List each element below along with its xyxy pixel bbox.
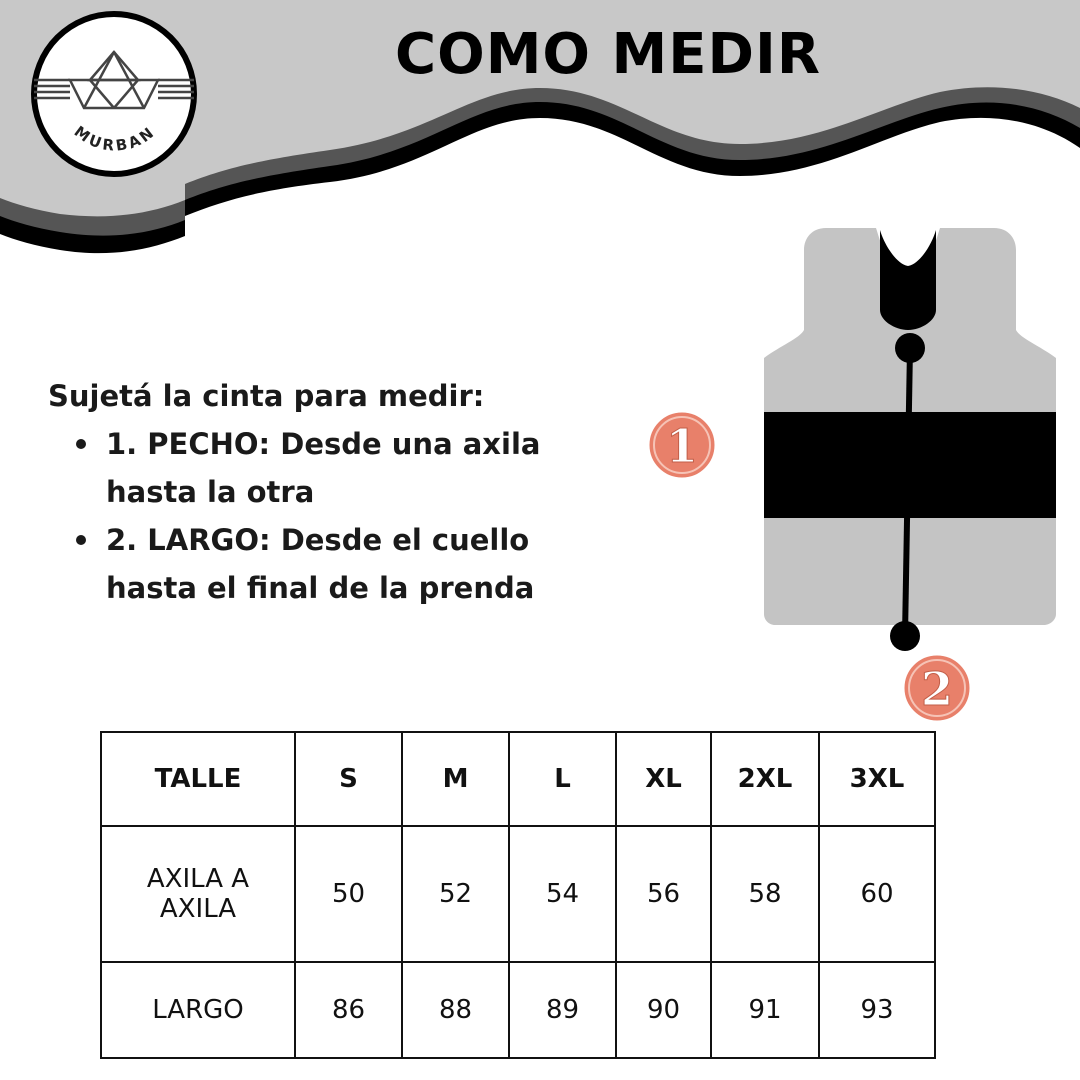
instruction-item-label: 2. LARGO: Desde el cuello hasta el final de la prenda bbox=[106, 523, 535, 605]
length-badge-number: 2 bbox=[920, 662, 954, 716]
size-column-header: 3XL bbox=[819, 732, 935, 826]
murban-logo bbox=[28, 8, 200, 180]
instruction-item-length bbox=[106, 516, 608, 612]
size-table bbox=[100, 731, 936, 1059]
table-cell: 50 bbox=[295, 826, 402, 962]
table-cell: 89 bbox=[509, 962, 616, 1058]
table-cell: 52 bbox=[402, 826, 509, 962]
size-header-row bbox=[101, 732, 935, 826]
table-cell: 54 bbox=[509, 826, 616, 962]
instructions-list bbox=[48, 420, 608, 612]
row-label: AXILA A AXILA bbox=[101, 826, 295, 962]
length-badge bbox=[903, 654, 971, 722]
bullet-icon bbox=[76, 535, 86, 545]
size-column-header: 2XL bbox=[711, 732, 819, 826]
row-label: LARGO bbox=[101, 962, 295, 1058]
table-cell: 56 bbox=[616, 826, 711, 962]
table-cell: 60 bbox=[819, 826, 935, 962]
instructions-intro: Sujetá la cinta para medir: bbox=[48, 379, 485, 413]
table-cell: 58 bbox=[711, 826, 819, 962]
table-row bbox=[101, 962, 935, 1058]
table-cell: 86 bbox=[295, 962, 402, 1058]
measuring-instructions bbox=[48, 372, 608, 612]
chest-badge bbox=[648, 411, 716, 479]
instruction-item-label: 1. PECHO: Desde una axila hasta la otra bbox=[106, 427, 541, 509]
table-row bbox=[101, 826, 935, 962]
size-column-header: L bbox=[509, 732, 616, 826]
size-header-label: TALLE bbox=[101, 732, 295, 826]
length-start-dot bbox=[895, 333, 925, 363]
length-end-dot bbox=[890, 621, 920, 651]
bullet-icon bbox=[76, 439, 86, 449]
size-column-header: M bbox=[402, 732, 509, 826]
table-cell: 90 bbox=[616, 962, 711, 1058]
size-column-header: XL bbox=[616, 732, 711, 826]
brand-wordmark: MURBAN bbox=[70, 122, 160, 155]
table-cell: 91 bbox=[711, 962, 819, 1058]
size-table-container bbox=[100, 731, 934, 1057]
instruction-item-chest bbox=[106, 420, 608, 516]
table-cell: 93 bbox=[819, 962, 935, 1058]
chest-badge-number: 1 bbox=[665, 419, 699, 473]
table-cell: 88 bbox=[402, 962, 509, 1058]
size-column-header: S bbox=[295, 732, 402, 826]
vest-measurement-diagram bbox=[640, 220, 1080, 730]
page-title: COMO MEDIR bbox=[395, 22, 821, 87]
